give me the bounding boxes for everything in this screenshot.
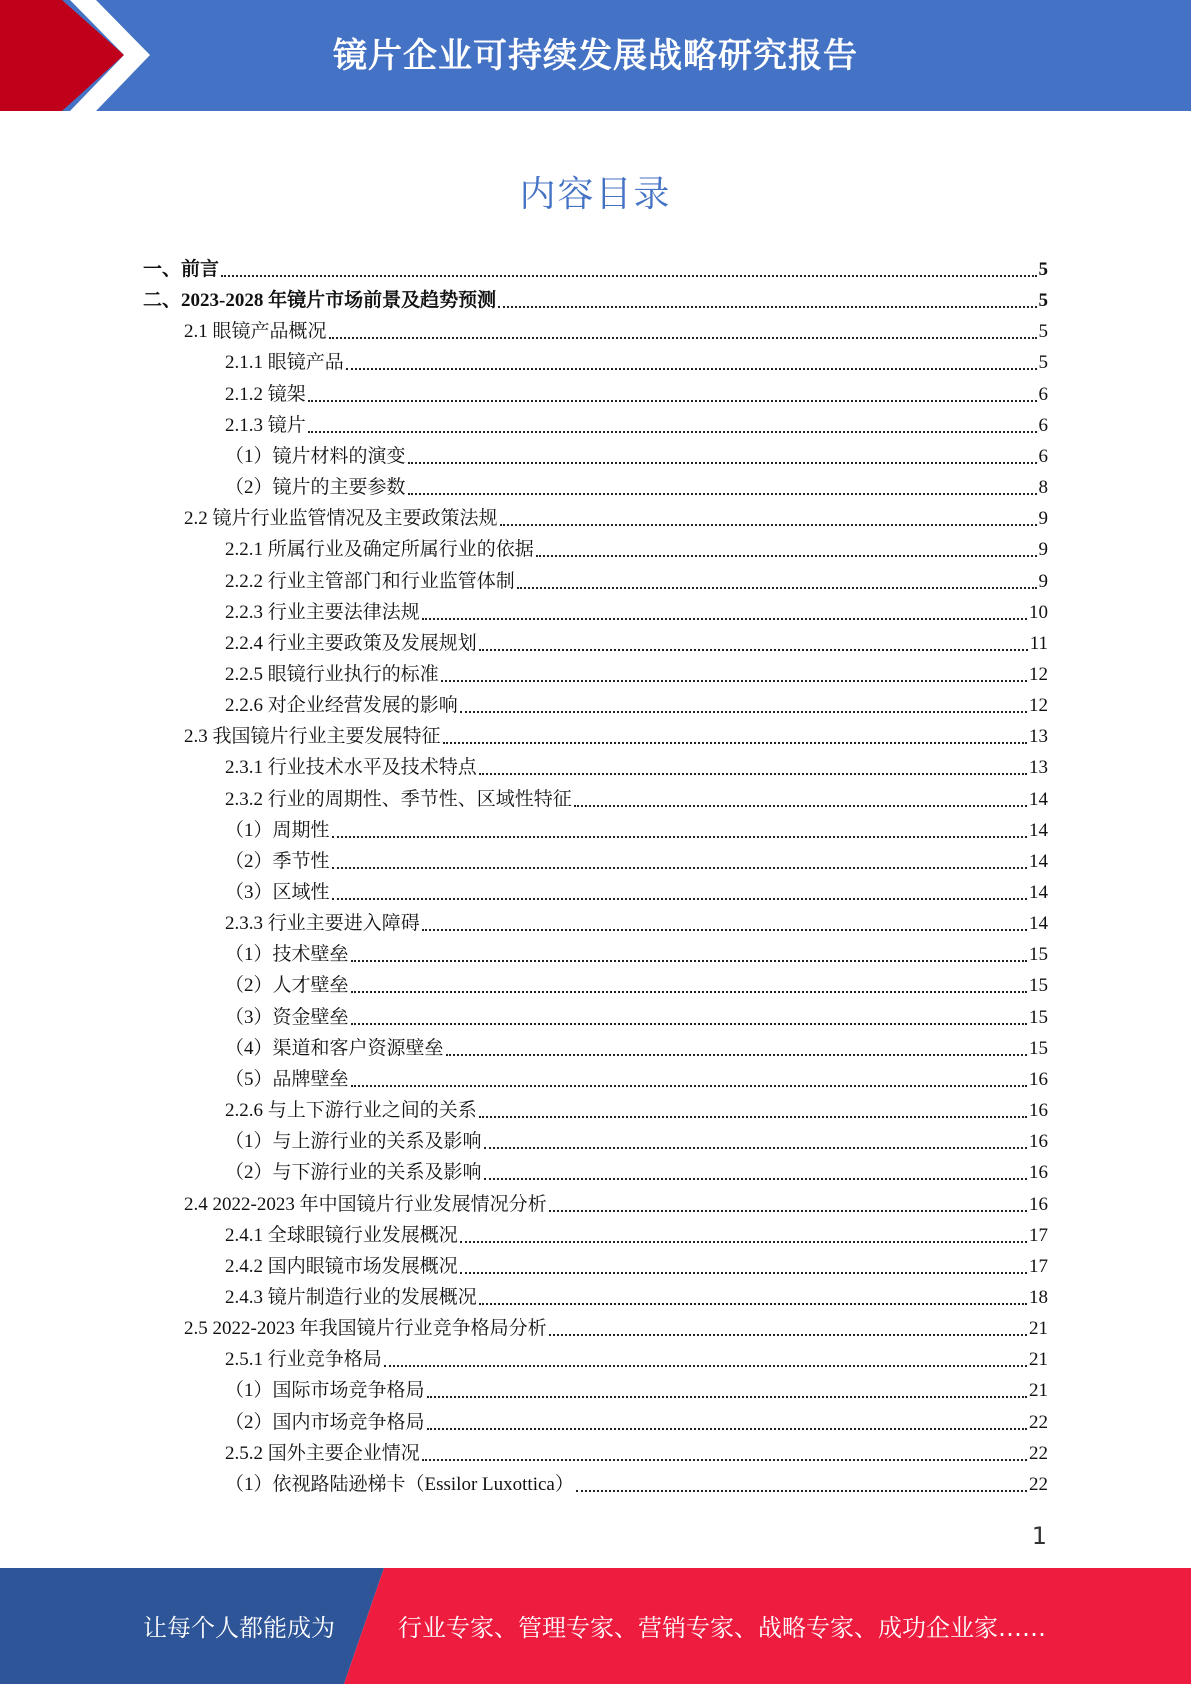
toc-entry-label: 2.5.1 行业竞争格局	[225, 1349, 382, 1371]
toc-entry-label: 2.2.4 行业主要政策及发展规划	[225, 632, 477, 654]
toc-dot-leader	[346, 368, 1037, 370]
toc-entry-label: 2.4 2022-2023 年中国镜片行业发展情况分析	[184, 1193, 547, 1215]
toc-entry[interactable]	[225, 1344, 1048, 1375]
toc-entry-page: 15	[1029, 944, 1048, 966]
toc-entry-page: 9	[1038, 508, 1048, 530]
toc-entry-label: 2.1 眼镜产品概况	[184, 321, 327, 343]
toc-entry[interactable]	[225, 690, 1048, 721]
toc-dot-leader	[484, 1147, 1027, 1149]
toc-entry[interactable]	[225, 877, 1048, 908]
toc-dot-leader	[351, 1085, 1027, 1087]
toc-entry[interactable]	[225, 1375, 1048, 1406]
toc-entry[interactable]	[225, 597, 1048, 628]
toc-entry[interactable]	[225, 410, 1048, 441]
toc-dot-leader	[460, 1272, 1027, 1274]
toc-dot-leader	[549, 1334, 1027, 1336]
toc-dot-leader	[427, 1428, 1027, 1430]
toc-entry-page: 6	[1038, 414, 1048, 436]
toc-entry-label: （3）区域性	[225, 882, 330, 903]
toc-entry-page: 14	[1029, 819, 1048, 841]
toc-entry-label: （2）季节性	[225, 850, 330, 872]
page-number: 1	[1031, 1522, 1047, 1550]
toc-entry-label: 2.4.2 国内眼镜市场发展概况	[225, 1255, 458, 1277]
toc-entry-page: 9	[1038, 539, 1048, 561]
report-title: 镜片企业可持续发展战略研究报告	[333, 36, 858, 76]
toc-entry-page: 22	[1029, 1473, 1048, 1495]
toc-dot-leader	[351, 1023, 1027, 1025]
toc-entry-label: （2）镜片的主要参数	[225, 477, 406, 499]
toc-entry-page: 13	[1029, 757, 1048, 779]
toc-entry-label: 一、前言	[143, 259, 220, 280]
toc-dot-leader	[549, 1210, 1027, 1212]
toc-entry-label: （4）渠道和客户资源壁垒	[225, 1037, 444, 1059]
toc-entry[interactable]	[184, 503, 1048, 534]
toc-entry-page: 16	[1029, 1068, 1048, 1090]
toc-entry[interactable]	[225, 1033, 1048, 1064]
toc-entry-label: 2.5 2022-2023 年我国镜片行业竞争格局分析	[184, 1318, 547, 1340]
toc-entry-page: 9	[1038, 570, 1048, 592]
toc-entry-page: 14	[1029, 882, 1048, 903]
toc-entry[interactable]	[184, 1313, 1048, 1344]
toc-dot-leader	[536, 555, 1037, 557]
toc-entry-page: 21	[1029, 1318, 1048, 1340]
toc-entry[interactable]	[225, 534, 1048, 565]
toc-entry-page: 18	[1029, 1286, 1048, 1308]
toc-dot-leader	[517, 587, 1037, 589]
toc-dot-leader	[351, 991, 1027, 993]
toc-entry-page: 14	[1029, 850, 1048, 872]
toc-entry-page: 5	[1038, 259, 1048, 280]
toc-entry-label: （2）人才壁垒	[225, 975, 349, 997]
toc-entry[interactable]	[225, 347, 1048, 378]
toc-entry[interactable]	[225, 752, 1048, 783]
toc-heading: 内容目录	[519, 174, 672, 215]
toc-entry-page: 5	[1038, 290, 1048, 312]
toc-dot-leader	[332, 836, 1027, 838]
toc-dot-leader	[422, 1459, 1027, 1461]
toc-entry[interactable]	[225, 1407, 1048, 1438]
toc-dot-leader	[329, 337, 1037, 339]
toc-entry[interactable]	[184, 1189, 1048, 1220]
toc-entry[interactable]	[225, 379, 1048, 410]
toc-entry-page: 5	[1038, 352, 1048, 374]
toc-entry[interactable]	[225, 784, 1048, 815]
toc-entry-label: 2.3.2 行业的周期性、季节性、区域性特征	[225, 788, 572, 810]
toc-entry[interactable]	[225, 908, 1048, 939]
toc-entry-label: 2.2.1 所属行业及确定所属行业的依据	[225, 539, 534, 561]
toc-dot-leader	[479, 1116, 1027, 1118]
toc-entry-page: 17	[1029, 1224, 1048, 1246]
toc-entry-label: （5）品牌壁垒	[225, 1068, 349, 1090]
toc-entry-label: 2.2.2 行业主管部门和行业监管体制	[225, 570, 515, 592]
toc-entry-page: 15	[1029, 1006, 1048, 1028]
toc-dot-leader	[221, 275, 1036, 277]
toc-entry-page: 17	[1029, 1255, 1048, 1277]
toc-dot-leader	[308, 431, 1037, 433]
footer-slogan-right: 行业专家、管理专家、营销专家、战略专家、成功企业家……	[398, 1614, 1046, 1642]
toc-entry-label: 2.2.6 与上下游行业之间的关系	[225, 1100, 477, 1122]
toc-entry-label: 2.3.1 行业技术水平及技术特点	[225, 757, 477, 779]
toc-dot-leader	[479, 1303, 1027, 1305]
toc-entry-page: 15	[1029, 975, 1048, 997]
toc-entry[interactable]	[184, 316, 1048, 347]
footer-band	[0, 1568, 1191, 1684]
toc-dot-leader	[484, 1178, 1027, 1180]
toc-entry[interactable]	[225, 1220, 1048, 1251]
toc-entry-label: （2）国内市场竞争格局	[225, 1411, 425, 1433]
toc-entry-page: 12	[1029, 663, 1048, 685]
toc-entry-label: 2.5.2 国外主要企业情况	[225, 1442, 420, 1464]
toc-dot-leader	[332, 867, 1027, 869]
toc-entry-label: （1）技术壁垒	[225, 944, 349, 966]
toc-entry[interactable]	[225, 1469, 1048, 1500]
toc-entry[interactable]	[225, 628, 1048, 659]
toc-dot-leader	[441, 680, 1027, 682]
toc-entry-label: 2.3 我国镜片行业主要发展特征	[184, 726, 441, 748]
toc-entry[interactable]	[143, 285, 1048, 316]
toc-entry-page: 22	[1029, 1442, 1048, 1464]
toc-entry-label: 二、2023-2028 年镜片市场前景及趋势预测	[143, 290, 497, 312]
toc-entry-label: 2.4.1 全球眼镜行业发展概况	[225, 1224, 458, 1246]
toc-dot-leader	[408, 493, 1037, 495]
toc-dot-leader	[446, 1054, 1027, 1056]
toc-dot-leader	[479, 773, 1027, 775]
toc-entry[interactable]	[225, 1095, 1048, 1126]
toc-dot-leader	[422, 618, 1027, 620]
toc-dot-leader	[479, 649, 1028, 651]
toc-dot-leader	[308, 400, 1037, 402]
toc-entry[interactable]	[225, 939, 1048, 970]
toc-entry-page: 10	[1029, 601, 1048, 623]
toc-entry-label: 2.4.3 镜片制造行业的发展概况	[225, 1286, 477, 1308]
toc-entry[interactable]	[225, 1002, 1048, 1033]
toc-entry-label: 2.2 镜片行业监管情况及主要政策法规	[184, 508, 498, 530]
toc-dot-leader	[332, 898, 1027, 900]
toc-entry-label: 2.1.2 镜架	[225, 383, 306, 405]
toc-entry-page: 16	[1029, 1193, 1048, 1215]
toc-entry-page: 15	[1029, 1037, 1048, 1059]
toc-dot-leader	[574, 805, 1027, 807]
toc-entry[interactable]	[225, 1438, 1048, 1469]
toc-entry[interactable]	[225, 970, 1048, 1001]
toc-entry-page: 11	[1029, 632, 1048, 654]
toc-entry-page: 6	[1038, 445, 1048, 467]
toc-entry-page: 14	[1029, 788, 1048, 810]
toc-entry-label: （1）镜片材料的演变	[225, 445, 406, 467]
toc-entry[interactable]	[225, 846, 1048, 877]
toc-dot-leader	[498, 306, 1036, 308]
toc-entry[interactable]	[225, 472, 1048, 503]
toc-entry-label: （3）资金壁垒	[225, 1006, 349, 1028]
toc-entry-page: 21	[1029, 1380, 1048, 1402]
toc-entry-label: 2.2.5 眼镜行业执行的标准	[225, 663, 439, 685]
toc-entry[interactable]	[225, 815, 1048, 846]
toc-entry[interactable]	[143, 254, 1048, 285]
toc-entry[interactable]	[184, 721, 1048, 752]
toc-entry-page: 14	[1029, 913, 1048, 935]
toc-entry[interactable]	[225, 1064, 1048, 1095]
toc-entry[interactable]	[225, 1126, 1048, 1157]
toc-entry-label: （1）与上游行业的关系及影响	[225, 1131, 482, 1153]
toc-entry-page: 22	[1029, 1411, 1048, 1433]
toc-entry[interactable]	[225, 441, 1048, 472]
toc-dot-leader	[422, 929, 1027, 931]
toc-entry-label: 2.2.3 行业主要法律法规	[225, 601, 420, 623]
toc-entry-label: 2.1.1 眼镜产品	[225, 352, 344, 374]
toc-entry-label: （1）周期性	[225, 819, 330, 841]
toc-entry-page: 16	[1029, 1162, 1048, 1184]
toc-dot-leader	[460, 711, 1027, 713]
toc-entry-label: 2.1.3 镜片	[225, 414, 306, 436]
toc-dot-leader	[576, 1490, 1027, 1492]
toc-dot-leader	[460, 1241, 1027, 1243]
toc-entry[interactable]	[225, 566, 1048, 597]
toc-entry-page: 5	[1038, 321, 1048, 343]
toc-entry-label: 2.2.6 对企业经营发展的影响	[225, 695, 458, 717]
toc-entry-label: （1）依视路陆逊梯卡（Essilor Luxottica）	[225, 1473, 574, 1495]
toc-entry-label: 2.3.3 行业主要进入障碍	[225, 913, 420, 935]
toc-entry-page: 16	[1029, 1131, 1048, 1153]
toc-entry-page: 6	[1038, 383, 1048, 405]
toc-entry-label: （2）与下游行业的关系及影响	[225, 1162, 482, 1184]
toc-entry-page: 16	[1029, 1100, 1048, 1122]
toc-dot-leader	[351, 960, 1027, 962]
toc-entry[interactable]	[225, 659, 1048, 690]
toc-entry-page: 21	[1029, 1349, 1048, 1371]
toc-entry-label: （1）国际市场竞争格局	[225, 1380, 425, 1402]
toc-entry-page: 8	[1038, 477, 1048, 499]
header-band	[0, 0, 1191, 111]
footer-slogan-left: 让每个人都能成为	[143, 1614, 335, 1642]
toc-dot-leader	[443, 742, 1027, 744]
toc-entry-page: 12	[1029, 695, 1048, 717]
toc-entry-page: 13	[1029, 726, 1048, 748]
toc-entry[interactable]	[225, 1251, 1048, 1282]
toc-dot-leader	[408, 462, 1037, 464]
toc-entry[interactable]	[225, 1157, 1048, 1188]
toc-dot-leader	[427, 1396, 1027, 1398]
toc-entry[interactable]	[225, 1282, 1048, 1313]
toc-dot-leader	[500, 524, 1037, 526]
toc-dot-leader	[384, 1365, 1027, 1367]
